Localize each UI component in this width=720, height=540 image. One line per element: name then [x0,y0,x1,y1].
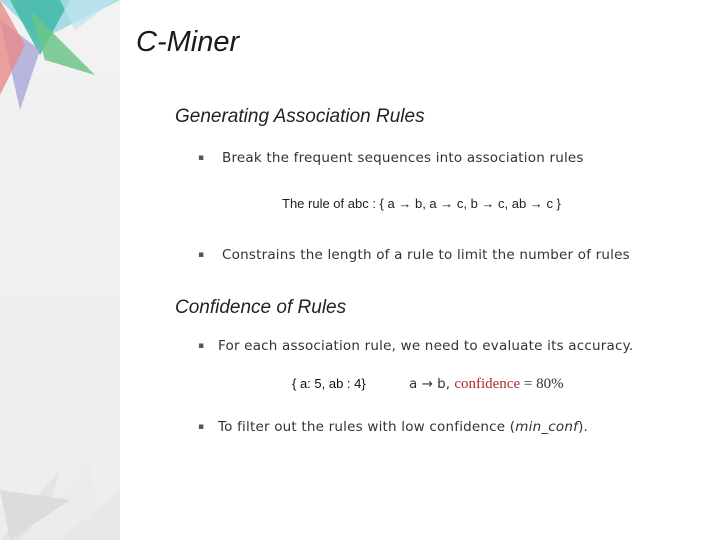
min-conf-term: min_conf [515,419,579,435]
bullet-dot: ▪ [198,153,205,163]
rule-example: The rule of abc : { a → b, a → c, b → c, ab → c } [282,196,561,211]
bullet-dot: ▪ [198,341,205,351]
section-heading-confidence: Confidence of Rules [175,297,347,318]
bullet-text [218,418,588,436]
bullet-text-end: ). [578,419,589,435]
support-example: { a: 5, ab : 4} [292,376,366,391]
bullet-text: Constrains the length of a rule to limit the number of rules [222,247,630,263]
slide-title: C-Miner [136,26,240,58]
formula-confidence-label: confidence [454,376,521,392]
formula-value: = 80% [520,376,564,392]
bullet-dot: ▪ [198,422,205,432]
bullet-dot: ▪ [198,250,205,260]
bullet-text-start: To filter out the rules with low confidence ( [218,419,516,435]
bullet-text: For each association rule, we need to evaluate its accuracy. [218,338,634,354]
leaf-decoration-bottom [0,430,130,540]
bullet-text: Break the frequent sequences into association rules [222,150,584,166]
leaf-decoration-top [0,0,130,120]
section-heading-association-rules: Generating Association Rules [175,106,425,127]
formula-rule: a → b, [409,376,455,392]
confidence-formula [409,376,564,393]
